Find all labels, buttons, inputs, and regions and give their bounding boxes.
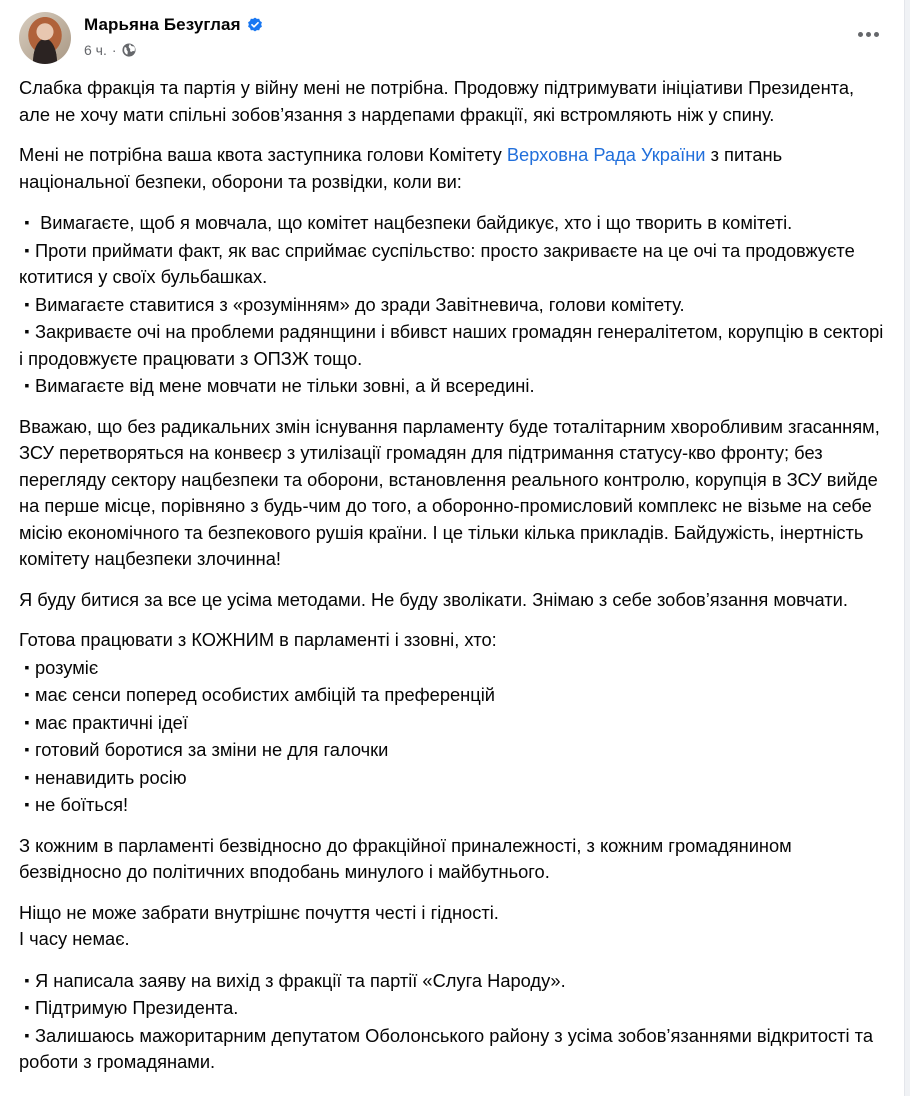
- list-item: ▪ Залишаюсь мажоритарним депутатом Оболонського району з усіма зобов’язаннями відкритості та роботи з громадянами.: [19, 1022, 889, 1076]
- list-item: ▪ ненавидить росію: [19, 764, 889, 792]
- list-item: ▪ має сенси поперед особистих амбіцій та преференцій: [19, 681, 889, 709]
- paragraph-2: [19, 142, 889, 195]
- list-item: ▪ має практичні ідеї: [19, 709, 889, 737]
- paragraph-7-line-1: Ніщо не може забрати внутрішнє почуття честі і гідності.: [19, 901, 499, 923]
- list-item: ▪ Вимагаєте від мене мовчати не тільки зовні, а й всередині.: [19, 372, 889, 400]
- meta-separator: ·: [111, 42, 117, 58]
- paragraph-7-line-2: І часу немає.: [19, 928, 130, 949]
- paragraph-2-end: з питань національної безпеки, оборони та розвідки, коли ви:: [19, 144, 783, 192]
- paragraph-1: Слабка фракція та партія у війну мені не потрібна. Продовжу підтримувати ініціативи Президента, але не хочу мати спільні зобов’язання з нардепами фракції, які встромляють ніж у спину.: [19, 77, 855, 125]
- cooperation-block: [19, 627, 889, 819]
- post-text: [19, 75, 889, 1090]
- paragraph-6: З кожним в парламенті безвідносно до фракційної приналежності, з кожним громадянином безвідносно до політичних вподобань минулого і майбутнього.: [19, 834, 792, 882]
- more-options-button[interactable]: [850, 22, 886, 46]
- post-time[interactable]: 6 ч.: [84, 42, 107, 58]
- list-item: ▪ Вимагаєте, щоб я мовчала, що комітет нацбезпеки байдикує, хто і що творить в комітеті.: [19, 209, 889, 237]
- page-link-verkhovna-rada[interactable]: Верховна Рада України: [506, 144, 706, 165]
- paragraph-7: [19, 900, 889, 953]
- scrollbar-track[interactable]: [904, 0, 910, 1096]
- more-options-icon: [858, 32, 863, 37]
- more-options-icon-dot: [866, 32, 871, 37]
- demands-list: [19, 209, 889, 400]
- paragraph-2-start: Мені не потрібна ваша квота заступника голови Комітету: [19, 144, 507, 165]
- list-item: ▪ Я написала заяву на вихід з фракції та партії «Слуга Народу».: [19, 967, 889, 995]
- author-row: [84, 15, 263, 35]
- verified-badge-icon: [247, 17, 263, 33]
- post-header: [0, 0, 900, 70]
- list-item: ▪ Підтримую Президента.: [19, 994, 889, 1022]
- list-item: ▪ розуміє: [19, 654, 889, 682]
- avatar[interactable]: [19, 12, 71, 64]
- paragraph-3: Вважаю, що без радикальних змін існування парламенту буде тоталітарним хворобливим згасанням, ЗСУ перетворяться на конвеєр з утилізації громадян для підтримання статусу-кво фронту; без перегляду сектору нацбезпеки та оборони, встановлення реального контролю, корупція в ЗСУ вийде на перше місце, порівняно з будь-чим до того, а оборонно-промисловий комплекс не візьме на себе місію економічного та безпекового рушія країни. І це тільки кілька прикладів. Байдужість, інертність комітету нацбезпеки злочинна!: [19, 415, 880, 569]
- list-item: ▪ Вимагаєте ставитися з «розумінням» до зради Завітневича, голови комітету.: [19, 291, 889, 319]
- cooperation-intro: Готова працювати з КОЖНИМ в парламенті і ззовні, хто:: [19, 629, 497, 650]
- post-meta: [84, 42, 136, 58]
- globe-icon[interactable]: [122, 43, 136, 57]
- list-item: ▪ Проти приймати факт, як вас сприймає суспільство: просто закриваєте на це очі та продовжуєте котитися у своїх бульбашках.: [19, 237, 889, 291]
- list-item: ▪ не боїться!: [19, 791, 889, 819]
- more-options-icon-dot: [874, 32, 879, 37]
- list-item: ▪ готовий боротися за зміни не для галочки: [19, 736, 889, 764]
- decisions-list: [19, 967, 889, 1076]
- list-item: ▪ Закриваєте очі на проблеми радянщини і вбивст наших громадян генералітетом, корупцію в секторі і продовжуєте працювати з ОПЗЖ тощо.: [19, 318, 889, 372]
- paragraph-4: Я буду битися за все це усіма методами. Не буду зволікати. Знімаю з себе зобов’язання мовчати.: [19, 588, 848, 610]
- author-name[interactable]: Марьяна Безуглая: [84, 15, 241, 34]
